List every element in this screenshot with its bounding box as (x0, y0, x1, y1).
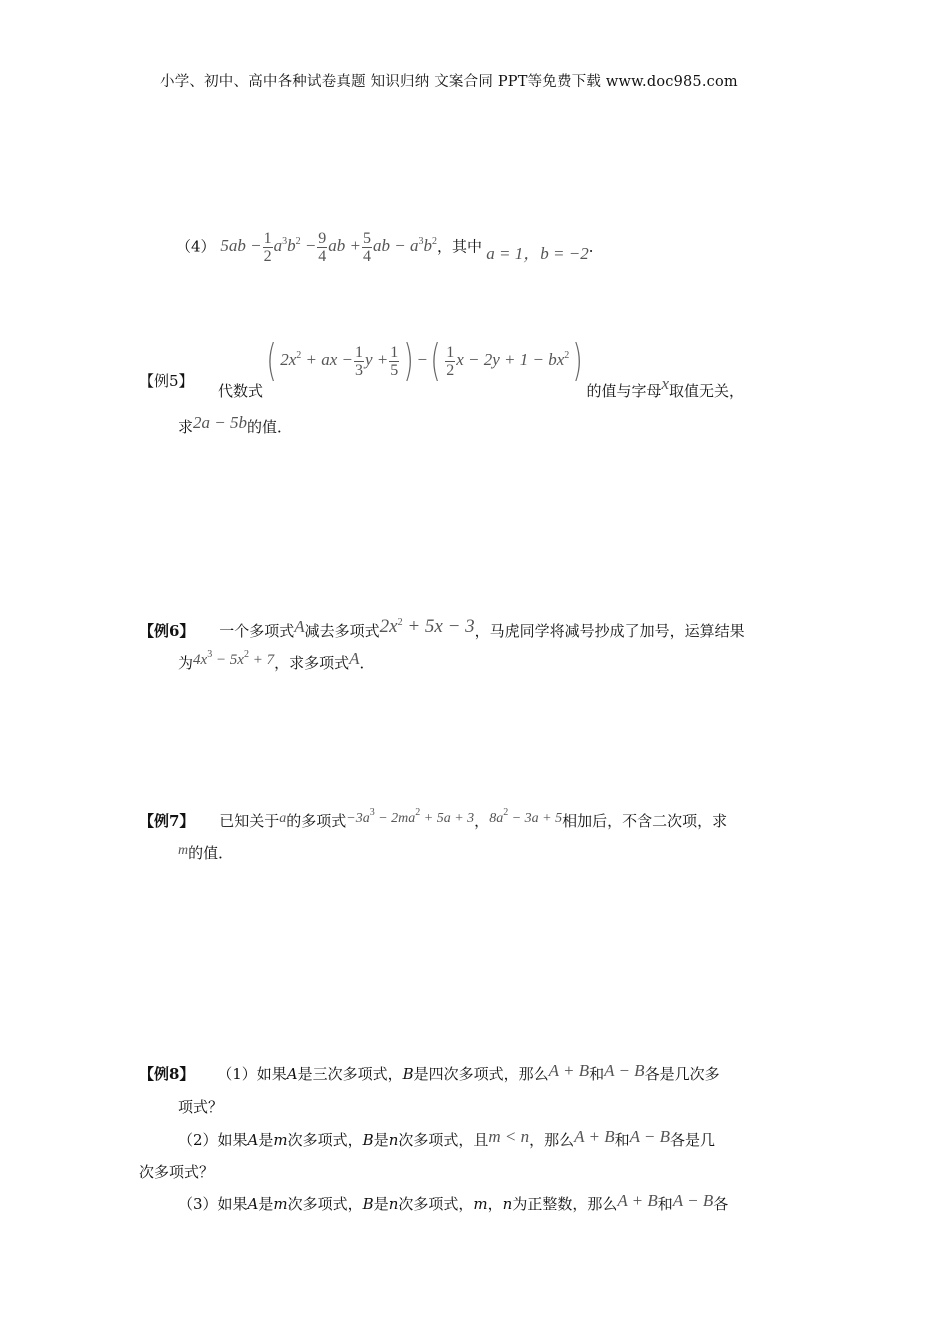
example-5-line2 (178, 413, 293, 437)
text: ． (359, 654, 375, 672)
text: 减去多项式 (304, 622, 380, 640)
var-n: n (388, 1131, 399, 1149)
text: 为 (178, 654, 194, 672)
var-A: A (247, 1195, 259, 1213)
math-A-plus-B: A + B (548, 1061, 590, 1080)
text: 取值无关， (669, 382, 745, 400)
text: ， (487, 1195, 503, 1213)
example-8-line2 (178, 1129, 715, 1150)
text: 为正整数，那么 (512, 1195, 618, 1213)
var-m: m (473, 1195, 488, 1213)
var-n: n (388, 1195, 399, 1213)
text: ，求多项式 (274, 654, 350, 672)
text: 是 (258, 1131, 274, 1149)
math-m-lt-n: m < n (488, 1127, 530, 1146)
text: 的值． (188, 844, 234, 862)
page-header: 小学、初中、高中各种试卷真题 知识归纳 文案合同 PPT等免费下载 www.doc985.com (160, 74, 738, 90)
example-5-line1: 代数式( $2x^2$ + ax − $\frac{1}{3}$ y + $\frac{1}{5}$ ) −( $\frac{1}{2}$ $x - 2y + 1 - bx^2$)的值与字母x取值无关， (218, 335, 745, 400)
text: 求 (178, 418, 194, 436)
example-8-line1b: 项式？ (178, 1098, 224, 1116)
text: 是 (373, 1195, 389, 1213)
math-A-minus-B: A − B (604, 1061, 645, 1080)
math-result: $4x^3 - 5x^2 + 7$ (193, 649, 275, 668)
math-A-minus-B: A − B (629, 1127, 671, 1146)
math-a: a (279, 811, 287, 826)
math-A: A (294, 617, 305, 636)
question-number: （4） (176, 237, 216, 256)
math-x: x (661, 374, 669, 393)
text: ， (474, 812, 490, 830)
text: 次多项式， (398, 1195, 474, 1213)
text: 的值． (247, 418, 293, 436)
text: 各 (713, 1195, 729, 1213)
var-B: B (362, 1195, 374, 1213)
text: 和 (657, 1195, 673, 1213)
var-B: B (362, 1131, 374, 1149)
math-A-plus-B: A + B (617, 1191, 658, 1210)
var-m: m (273, 1195, 288, 1213)
math-A-minus-B: A − B (672, 1191, 714, 1210)
text: 是三次多项式， (297, 1065, 403, 1083)
text: 的多项式 (286, 812, 347, 830)
text: ，那么 (529, 1131, 575, 1149)
text: 的值与字母 (586, 382, 662, 400)
text: 次多项式，且 (398, 1131, 489, 1149)
text: 已知关于 (219, 812, 280, 830)
text: 次多项式， (287, 1131, 363, 1149)
math-2a-5b: 2a − 5b (193, 413, 247, 432)
text: （3）如果 (178, 1195, 248, 1213)
where-text: ，其中 (437, 237, 483, 256)
example-7-line2 (178, 842, 233, 863)
text: 是 (258, 1195, 274, 1213)
period: ． (588, 237, 604, 256)
text: 是 (373, 1131, 389, 1149)
text: 和 (614, 1131, 630, 1149)
example-8-line1 (139, 1063, 720, 1084)
text: （2）如果 (178, 1131, 248, 1149)
math-poly-1: $-3a^3 - 2ma^2 + 5a + 3$ (346, 807, 475, 826)
math-expression: 5ab − $\frac{1}{2}$ $a^3b^2$ − $\frac{9}{4}$ ab + $\frac{5}{4}$ ab − $a^3b^2$ (220, 230, 438, 265)
example-label: 【例8】 (139, 1065, 195, 1083)
example-6-line2 (178, 649, 375, 673)
var-n: n (502, 1195, 513, 1213)
example-label: 【例7】 (139, 812, 195, 830)
text: 是四次多项式，那么 (413, 1065, 549, 1083)
math-condition: a = 1，b = −2 (482, 244, 589, 264)
text: 代数式 (218, 382, 264, 400)
var-B: B (402, 1065, 414, 1083)
math-expression-2: $\frac{1}{2}$ $x - 2y + 1 - bx^2$ (446, 343, 570, 379)
example-6-line1 (139, 616, 745, 642)
text: 次多项式， (287, 1195, 363, 1213)
var-A: A (286, 1065, 298, 1083)
math-m: m (178, 843, 189, 858)
question-4 (176, 230, 604, 265)
math-poly: $2x^2 + 5x - 3$ (379, 616, 475, 637)
text: 一个多项式 (219, 622, 295, 640)
example-8-line3 (178, 1193, 728, 1214)
example-5-label: 【例5】 (139, 372, 194, 390)
math-A: A (349, 649, 360, 668)
example-8-line2b: 次多项式？ (139, 1163, 215, 1181)
example-7-line1 (139, 807, 728, 831)
math-poly-2: $8a^2 - 3a + 5$ (489, 807, 563, 826)
text: 各是几次多 (644, 1065, 720, 1083)
math-expression: $2x^2$ + ax − $\frac{1}{3}$ y + $\frac{1}{5}$ (280, 343, 399, 379)
text: （1）如果 (217, 1065, 287, 1083)
text: ，马虎同学将减号抄成了加号，运算结果 (474, 622, 745, 640)
example-label: 【例6】 (139, 622, 195, 640)
text: 和 (589, 1065, 605, 1083)
text: 相加后，不含二次项，求 (562, 812, 728, 830)
math-A-plus-B: A + B (574, 1127, 615, 1146)
var-A: A (247, 1131, 259, 1149)
text: 各是几 (670, 1131, 716, 1149)
var-m: m (273, 1131, 288, 1149)
